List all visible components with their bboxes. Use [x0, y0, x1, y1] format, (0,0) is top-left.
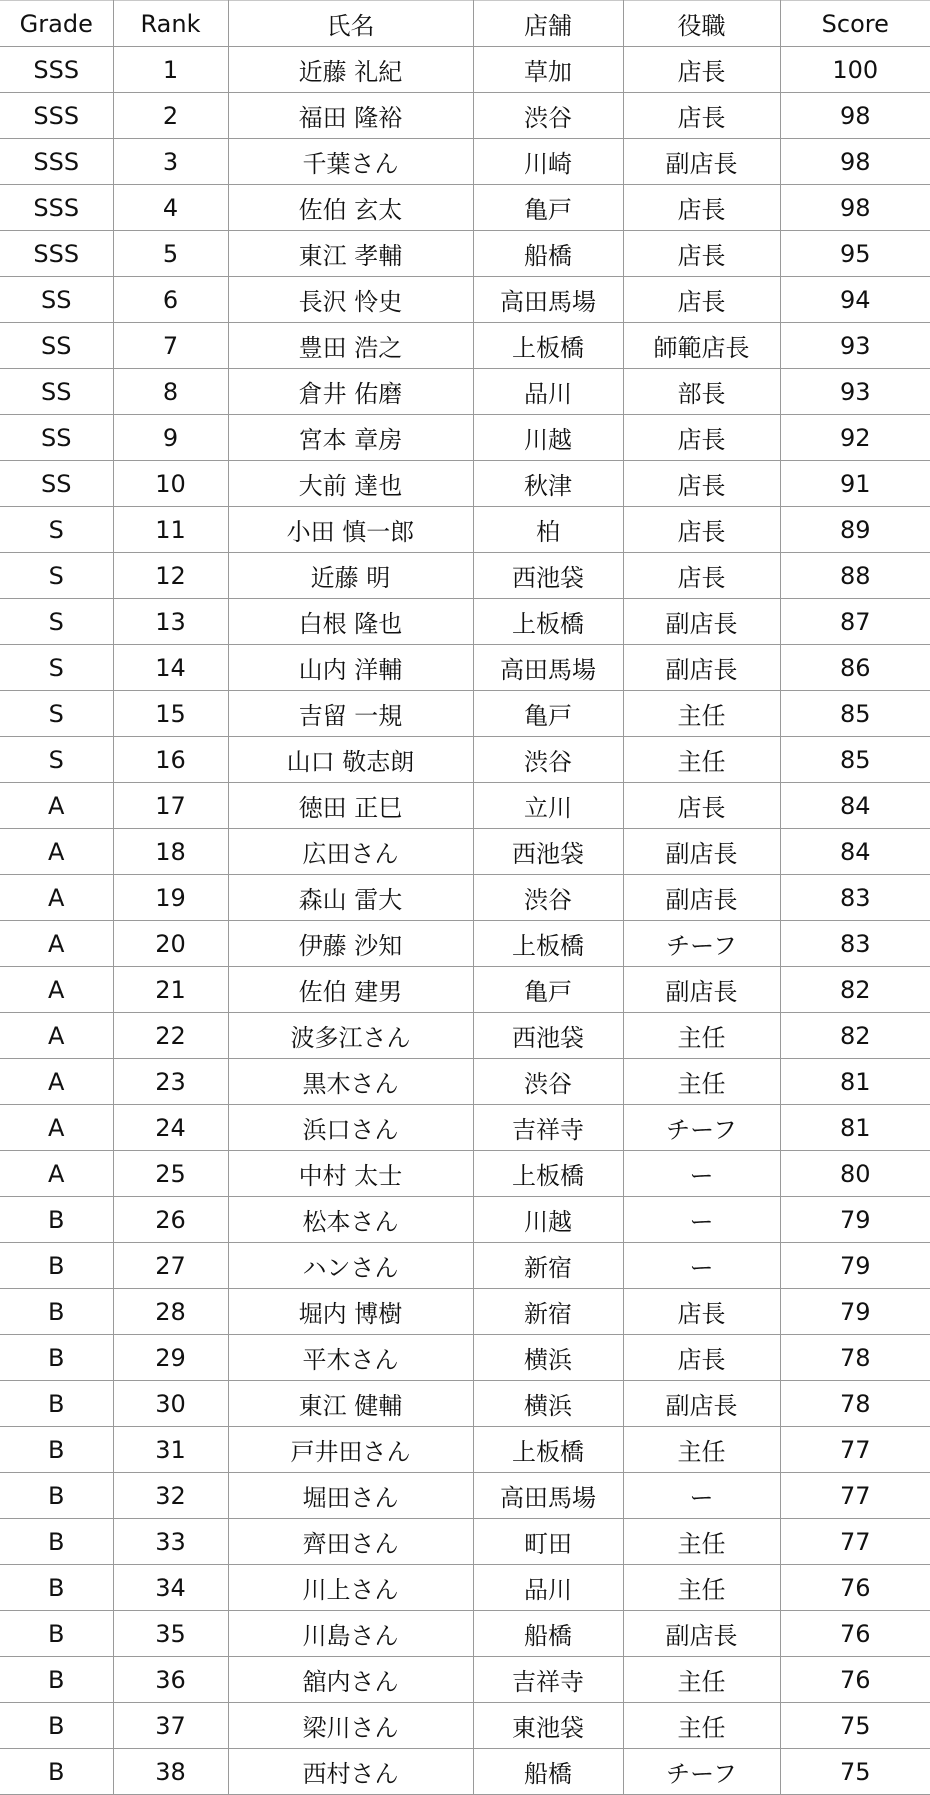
table-row	[0, 1335, 930, 1381]
cell-name: 浜口さん	[228, 1105, 473, 1151]
cell-rank: 9	[113, 415, 228, 461]
cell-name: 平木さん	[228, 1335, 473, 1381]
cell-role: 主任	[623, 1565, 780, 1611]
cell-store: 高田馬場	[473, 277, 623, 323]
cell-name: 森山 雷大	[228, 875, 473, 921]
cell-name: 福田 隆裕	[228, 93, 473, 139]
cell-name: 東江 健輔	[228, 1381, 473, 1427]
cell-role: 副店長	[623, 1611, 780, 1657]
cell-store: 吉祥寺	[473, 1657, 623, 1703]
cell-role: 主任	[623, 1703, 780, 1749]
cell-score: 79	[780, 1289, 930, 1335]
cell-score: 79	[780, 1197, 930, 1243]
cell-grade: SS	[0, 415, 113, 461]
cell-role: ー	[623, 1243, 780, 1289]
header-row	[0, 1, 930, 47]
cell-grade: SSS	[0, 231, 113, 277]
cell-store: 町田	[473, 1519, 623, 1565]
cell-role: チーフ	[623, 921, 780, 967]
cell-rank: 4	[113, 185, 228, 231]
table-row	[0, 1013, 930, 1059]
cell-role: 主任	[623, 1013, 780, 1059]
table-row	[0, 1105, 930, 1151]
cell-role: 店長	[623, 1289, 780, 1335]
cell-grade: S	[0, 691, 113, 737]
cell-grade: A	[0, 829, 113, 875]
cell-grade: A	[0, 1013, 113, 1059]
cell-grade: SSS	[0, 47, 113, 93]
cell-name: 東江 孝輔	[228, 231, 473, 277]
cell-grade: B	[0, 1197, 113, 1243]
cell-rank: 37	[113, 1703, 228, 1749]
cell-rank: 1	[113, 47, 228, 93]
cell-grade: A	[0, 875, 113, 921]
cell-grade: B	[0, 1565, 113, 1611]
table-row	[0, 323, 930, 369]
cell-grade: SS	[0, 323, 113, 369]
cell-grade: SSS	[0, 139, 113, 185]
cell-name: ハンさん	[228, 1243, 473, 1289]
cell-store: 東池袋	[473, 1703, 623, 1749]
cell-score: 91	[780, 461, 930, 507]
cell-store: 川越	[473, 415, 623, 461]
cell-grade: B	[0, 1243, 113, 1289]
table-row	[0, 1611, 930, 1657]
cell-score: 75	[780, 1749, 930, 1795]
table-row	[0, 783, 930, 829]
cell-store: 吉祥寺	[473, 1105, 623, 1151]
cell-store: 渋谷	[473, 737, 623, 783]
cell-name: 倉井 佑磨	[228, 369, 473, 415]
cell-role: 副店長	[623, 1381, 780, 1427]
cell-store: 新宿	[473, 1289, 623, 1335]
cell-score: 85	[780, 737, 930, 783]
cell-rank: 24	[113, 1105, 228, 1151]
cell-store: 上板橋	[473, 1427, 623, 1473]
cell-grade: B	[0, 1519, 113, 1565]
cell-score: 76	[780, 1657, 930, 1703]
cell-role: 主任	[623, 1427, 780, 1473]
cell-score: 100	[780, 47, 930, 93]
cell-grade: S	[0, 737, 113, 783]
cell-name: 堀内 博樹	[228, 1289, 473, 1335]
cell-score: 95	[780, 231, 930, 277]
cell-grade: A	[0, 1059, 113, 1105]
cell-grade: SSS	[0, 93, 113, 139]
cell-role: 副店長	[623, 599, 780, 645]
cell-store: 渋谷	[473, 1059, 623, 1105]
cell-store: 上板橋	[473, 921, 623, 967]
cell-role: 副店長	[623, 645, 780, 691]
cell-role: 主任	[623, 691, 780, 737]
cell-score: 75	[780, 1703, 930, 1749]
cell-score: 77	[780, 1519, 930, 1565]
cell-grade: SS	[0, 277, 113, 323]
cell-score: 93	[780, 369, 930, 415]
cell-rank: 36	[113, 1657, 228, 1703]
cell-name: 梁川さん	[228, 1703, 473, 1749]
table-row	[0, 1749, 930, 1795]
cell-grade: SS	[0, 461, 113, 507]
cell-role: 主任	[623, 737, 780, 783]
header-rank: Rank	[113, 1, 228, 47]
cell-name: 戸井田さん	[228, 1427, 473, 1473]
cell-grade: A	[0, 967, 113, 1013]
table-row	[0, 47, 930, 93]
cell-store: 草加	[473, 47, 623, 93]
cell-score: 78	[780, 1381, 930, 1427]
cell-rank: 17	[113, 783, 228, 829]
cell-grade: B	[0, 1381, 113, 1427]
cell-store: 渋谷	[473, 875, 623, 921]
cell-rank: 7	[113, 323, 228, 369]
cell-score: 81	[780, 1105, 930, 1151]
cell-name: 齊田さん	[228, 1519, 473, 1565]
cell-name: 黒木さん	[228, 1059, 473, 1105]
header-role: 役職	[623, 1, 780, 47]
cell-grade: B	[0, 1611, 113, 1657]
cell-name: 堀田さん	[228, 1473, 473, 1519]
cell-rank: 34	[113, 1565, 228, 1611]
cell-role: 店長	[623, 47, 780, 93]
cell-role: ー	[623, 1151, 780, 1197]
table-row	[0, 93, 930, 139]
cell-grade: B	[0, 1749, 113, 1795]
cell-role: チーフ	[623, 1749, 780, 1795]
cell-rank: 27	[113, 1243, 228, 1289]
cell-role: 副店長	[623, 875, 780, 921]
cell-grade: S	[0, 645, 113, 691]
cell-score: 76	[780, 1611, 930, 1657]
table-row	[0, 231, 930, 277]
cell-store: 上板橋	[473, 599, 623, 645]
cell-score: 88	[780, 553, 930, 599]
cell-score: 86	[780, 645, 930, 691]
cell-score: 78	[780, 1335, 930, 1381]
cell-role: 師範店長	[623, 323, 780, 369]
cell-store: 西池袋	[473, 1013, 623, 1059]
table-row	[0, 1703, 930, 1749]
cell-name: 広田さん	[228, 829, 473, 875]
cell-score: 85	[780, 691, 930, 737]
cell-score: 82	[780, 967, 930, 1013]
cell-grade: SSS	[0, 185, 113, 231]
cell-rank: 12	[113, 553, 228, 599]
cell-rank: 8	[113, 369, 228, 415]
cell-score: 81	[780, 1059, 930, 1105]
cell-store: 船橋	[473, 1611, 623, 1657]
cell-store: 柏	[473, 507, 623, 553]
cell-name: 吉留 一規	[228, 691, 473, 737]
cell-store: 亀戸	[473, 185, 623, 231]
cell-rank: 10	[113, 461, 228, 507]
table-row	[0, 507, 930, 553]
cell-rank: 11	[113, 507, 228, 553]
cell-rank: 2	[113, 93, 228, 139]
cell-name: 豊田 浩之	[228, 323, 473, 369]
cell-store: 亀戸	[473, 967, 623, 1013]
cell-role: 店長	[623, 277, 780, 323]
cell-score: 89	[780, 507, 930, 553]
cell-store: 船橋	[473, 1749, 623, 1795]
table-row	[0, 369, 930, 415]
cell-rank: 14	[113, 645, 228, 691]
cell-store: 品川	[473, 1565, 623, 1611]
cell-name: 近藤 明	[228, 553, 473, 599]
cell-store: 横浜	[473, 1335, 623, 1381]
cell-store: 西池袋	[473, 829, 623, 875]
table-row	[0, 1565, 930, 1611]
cell-role: ー	[623, 1197, 780, 1243]
table-row	[0, 645, 930, 691]
cell-score: 93	[780, 323, 930, 369]
cell-rank: 30	[113, 1381, 228, 1427]
cell-name: 千葉さん	[228, 139, 473, 185]
cell-score: 94	[780, 277, 930, 323]
cell-rank: 28	[113, 1289, 228, 1335]
cell-name: 徳田 正巳	[228, 783, 473, 829]
table-row	[0, 1381, 930, 1427]
cell-role: 店長	[623, 553, 780, 599]
cell-store: 川越	[473, 1197, 623, 1243]
cell-store: 立川	[473, 783, 623, 829]
cell-role: 店長	[623, 231, 780, 277]
cell-score: 98	[780, 185, 930, 231]
table-row	[0, 1427, 930, 1473]
table-row	[0, 1197, 930, 1243]
cell-grade: A	[0, 783, 113, 829]
cell-store: 高田馬場	[473, 1473, 623, 1519]
table-row	[0, 461, 930, 507]
table-row	[0, 967, 930, 1013]
cell-rank: 26	[113, 1197, 228, 1243]
cell-name: 近藤 礼紀	[228, 47, 473, 93]
cell-score: 87	[780, 599, 930, 645]
cell-role: 主任	[623, 1059, 780, 1105]
cell-name: 山口 敬志朗	[228, 737, 473, 783]
cell-name: 川島さん	[228, 1611, 473, 1657]
cell-grade: B	[0, 1473, 113, 1519]
cell-role: ー	[623, 1473, 780, 1519]
cell-name: 小田 慎一郎	[228, 507, 473, 553]
table-row	[0, 691, 930, 737]
cell-name: 白根 隆也	[228, 599, 473, 645]
cell-name: 長沢 怜史	[228, 277, 473, 323]
cell-role: 主任	[623, 1519, 780, 1565]
cell-name: 山内 洋輔	[228, 645, 473, 691]
cell-grade: B	[0, 1289, 113, 1335]
table-row	[0, 415, 930, 461]
cell-role: 主任	[623, 1657, 780, 1703]
table-row	[0, 1059, 930, 1105]
cell-grade: A	[0, 1105, 113, 1151]
cell-store: 亀戸	[473, 691, 623, 737]
cell-rank: 38	[113, 1749, 228, 1795]
cell-score: 83	[780, 921, 930, 967]
header-store: 店舗	[473, 1, 623, 47]
cell-role: 店長	[623, 461, 780, 507]
cell-score: 82	[780, 1013, 930, 1059]
table-row	[0, 829, 930, 875]
cell-score: 98	[780, 93, 930, 139]
cell-store: 上板橋	[473, 323, 623, 369]
cell-grade: SS	[0, 369, 113, 415]
cell-rank: 6	[113, 277, 228, 323]
cell-role: 部長	[623, 369, 780, 415]
cell-role: 副店長	[623, 829, 780, 875]
cell-role: 副店長	[623, 967, 780, 1013]
cell-name: 佐伯 建男	[228, 967, 473, 1013]
table-row	[0, 921, 930, 967]
cell-name: 佐伯 玄太	[228, 185, 473, 231]
table-row	[0, 1289, 930, 1335]
cell-store: 川崎	[473, 139, 623, 185]
table-row	[0, 599, 930, 645]
cell-name: 大前 達也	[228, 461, 473, 507]
cell-role: 店長	[623, 93, 780, 139]
cell-store: 西池袋	[473, 553, 623, 599]
cell-name: 西村さん	[228, 1749, 473, 1795]
cell-name: 舘内さん	[228, 1657, 473, 1703]
table-row	[0, 139, 930, 185]
table-row	[0, 553, 930, 599]
cell-role: チーフ	[623, 1105, 780, 1151]
cell-grade: A	[0, 1151, 113, 1197]
table-row	[0, 737, 930, 783]
header-grade: Grade	[0, 1, 113, 47]
cell-store: 横浜	[473, 1381, 623, 1427]
cell-grade: S	[0, 599, 113, 645]
table-row	[0, 1657, 930, 1703]
cell-name: 松本さん	[228, 1197, 473, 1243]
cell-role: 店長	[623, 507, 780, 553]
cell-rank: 33	[113, 1519, 228, 1565]
table-row	[0, 875, 930, 921]
cell-rank: 5	[113, 231, 228, 277]
cell-score: 98	[780, 139, 930, 185]
table-body	[0, 47, 930, 1795]
cell-store: 品川	[473, 369, 623, 415]
cell-rank: 18	[113, 829, 228, 875]
cell-store: 渋谷	[473, 93, 623, 139]
table-row	[0, 1151, 930, 1197]
header-name: 氏名	[228, 1, 473, 47]
cell-rank: 13	[113, 599, 228, 645]
cell-store: 秋津	[473, 461, 623, 507]
cell-name: 川上さん	[228, 1565, 473, 1611]
cell-rank: 3	[113, 139, 228, 185]
header-score: Score	[780, 1, 930, 47]
table-row	[0, 277, 930, 323]
cell-score: 83	[780, 875, 930, 921]
cell-name: 中村 太士	[228, 1151, 473, 1197]
cell-rank: 16	[113, 737, 228, 783]
cell-grade: B	[0, 1657, 113, 1703]
table-row	[0, 185, 930, 231]
cell-name: 宮本 章房	[228, 415, 473, 461]
cell-rank: 15	[113, 691, 228, 737]
cell-store: 高田馬場	[473, 645, 623, 691]
cell-rank: 21	[113, 967, 228, 1013]
cell-store: 新宿	[473, 1243, 623, 1289]
cell-grade: B	[0, 1335, 113, 1381]
cell-name: 伊藤 沙知	[228, 921, 473, 967]
cell-rank: 20	[113, 921, 228, 967]
cell-score: 79	[780, 1243, 930, 1289]
table-row	[0, 1243, 930, 1289]
cell-score: 76	[780, 1565, 930, 1611]
cell-store: 上板橋	[473, 1151, 623, 1197]
cell-role: 店長	[623, 1335, 780, 1381]
cell-score: 77	[780, 1427, 930, 1473]
cell-score: 84	[780, 783, 930, 829]
cell-grade: A	[0, 921, 113, 967]
cell-rank: 31	[113, 1427, 228, 1473]
cell-role: 副店長	[623, 139, 780, 185]
cell-score: 84	[780, 829, 930, 875]
cell-score: 92	[780, 415, 930, 461]
cell-role: 店長	[623, 783, 780, 829]
cell-role: 店長	[623, 185, 780, 231]
cell-grade: S	[0, 507, 113, 553]
table-row	[0, 1473, 930, 1519]
cell-grade: B	[0, 1703, 113, 1749]
cell-grade: B	[0, 1427, 113, 1473]
cell-score: 80	[780, 1151, 930, 1197]
cell-score: 77	[780, 1473, 930, 1519]
cell-store: 船橋	[473, 231, 623, 277]
cell-rank: 19	[113, 875, 228, 921]
cell-rank: 35	[113, 1611, 228, 1657]
cell-name: 波多江さん	[228, 1013, 473, 1059]
cell-rank: 29	[113, 1335, 228, 1381]
cell-rank: 22	[113, 1013, 228, 1059]
cell-rank: 32	[113, 1473, 228, 1519]
cell-role: 店長	[623, 415, 780, 461]
cell-grade: S	[0, 553, 113, 599]
cell-rank: 23	[113, 1059, 228, 1105]
table-row	[0, 1519, 930, 1565]
cell-rank: 25	[113, 1151, 228, 1197]
